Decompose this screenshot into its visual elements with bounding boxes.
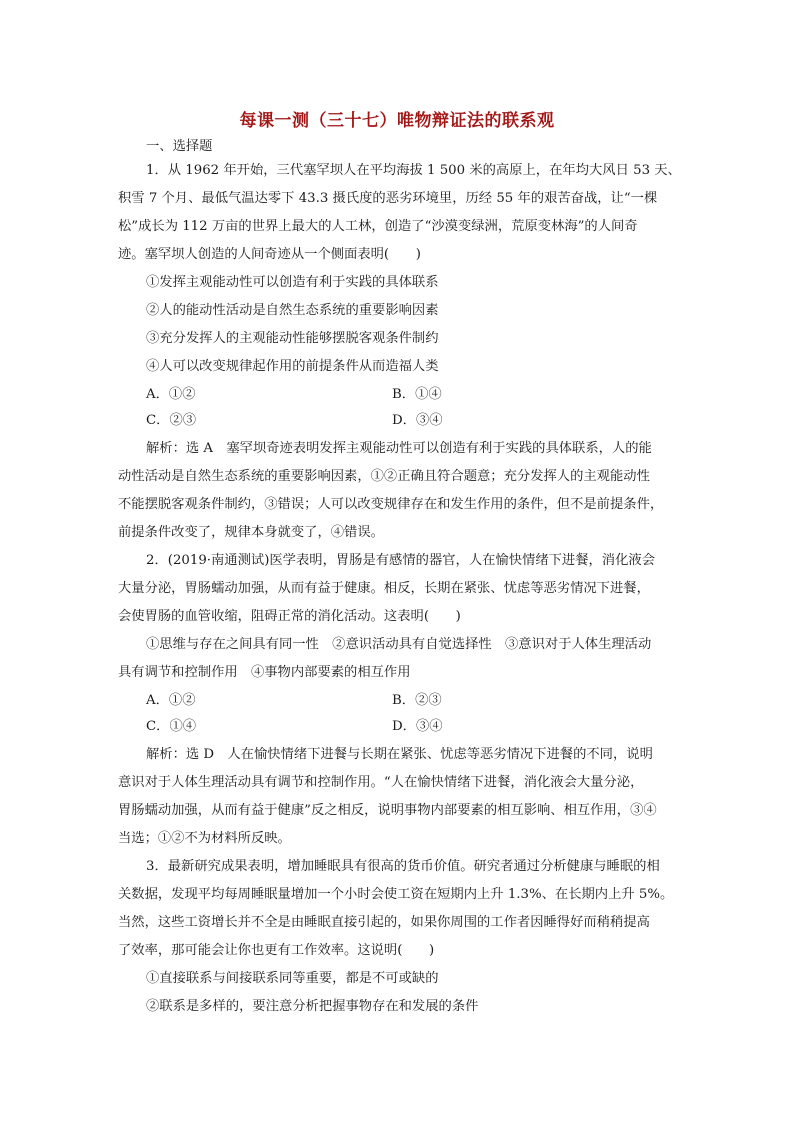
- q2-option-b: B．②③: [392, 693, 442, 708]
- q1-text-line: 1．从 1962 年开始，三代塞罕坝人在平均海拔 1 500 米的高原上，在年均大风日 53 天、: [146, 163, 681, 178]
- q1-text-line: 积雪 7 个月、最低气温达零下 43.3 摄氏度的恶劣环境里，历经 55 年的艰苦奋战，让“一棵: [118, 191, 658, 206]
- q1-analysis-line: 动性活动是自然生态系统的重要影响因素，①②正确且符合题意；充分发挥人的主观能动性: [118, 469, 650, 484]
- q1-analysis-line: 解析：选 A 塞罕坝奇迹表明发挥主观能动性可以创造有利于实践的具体联系，人的能: [146, 441, 652, 456]
- section-heading: 一、选择题: [146, 139, 213, 154]
- q2-analysis-line: 意识对于人体生理活动具有调节和控制作用。“人在愉快情绪下进餐，消化液会大量分泌，: [118, 775, 644, 790]
- q1-analysis-line: 前提条件改变了，规律本身就变了，④错误。: [118, 525, 384, 540]
- q2-statements-line: ①思维与存在之间具有同一性 ②意识活动具有自觉选择性 ③意识对于人体生理活动: [146, 637, 652, 652]
- q2-option-a: A．①②: [146, 693, 196, 708]
- q2-text-line: 2．(2019·南通测试)医学表明，胃肠是有感情的器官，人在愉快情绪下进餐，消化液会: [146, 553, 655, 568]
- q1-option-d: D．③④: [392, 413, 443, 428]
- q3-text-line: 当然，这些工资增长并不全是由睡眠直接引起的，如果你周围的工作者因睡得好而稍稍提高: [118, 915, 650, 930]
- q2-analysis-line: 胃肠蠕动加强，从而有益于健康”反之相反，说明事物内部要素的相互影响、相互作用，③④: [118, 803, 657, 818]
- q2-analysis-line: 解析：选 D 人在愉快情绪下进餐与长期在紧张、忧虑等恶劣情况下进餐的不同，说明: [146, 747, 653, 762]
- q1-option-b: B．①④: [392, 387, 442, 402]
- q1-analysis-line: 不能摆脱客观条件制约，③错误；人可以改变规律存在和发生作用的条件，但不是前提条件，: [118, 497, 664, 512]
- q3-text-line: 3．最新研究成果表明，增加睡眠具有很高的货币价值。研究者通过分析健康与睡眠的相: [146, 859, 660, 874]
- q1-statement: ①发挥主观能动性可以创造有利于实践的具体联系: [146, 275, 439, 290]
- q3-statement: ②联系是多样的，要注意分析把握事物存在和发展的条件: [146, 999, 479, 1014]
- q2-statements-line: 具有调节和控制作用 ④事物内部要素的相互作用: [118, 665, 411, 680]
- q2-option-d: D．③④: [392, 719, 443, 734]
- q2-text-line: 大量分泌，胃肠蠕动加强，从而有益于健康。相反，长期在紧张、忧虑等恶劣情况下进餐，: [118, 581, 650, 596]
- q1-statement: ④人可以改变规律起作用的前提条件从而造福人类: [146, 359, 439, 374]
- q1-text-line: 迹。塞罕坝人创造的人间奇迹从一个侧面表明( ): [118, 247, 421, 262]
- q2-option-c: C．①④: [146, 719, 197, 734]
- q3-text-line: 关数据，发现平均每周睡眠量增加一个小时会使工资在短期内上升 1.3%、在长期内上升 5%。: [118, 887, 674, 902]
- q1-option-c: C．②③: [146, 413, 197, 428]
- q1-statement: ③充分发挥人的主观能动性能够摆脱客观条件制约: [146, 331, 439, 346]
- q2-text-line: 会使胃肠的血管收缩，阻碍正常的消化活动。这表明( ): [118, 609, 461, 624]
- q1-option-a: A．①②: [146, 387, 196, 402]
- q2-analysis-line: 当选；①②不为材料所反映。: [118, 831, 291, 846]
- q3-statement: ①直接联系与间接联系同等重要，都是不可或缺的: [146, 971, 439, 986]
- q1-statement: ②人的能动性活动是自然生态系统的重要影响因素: [146, 303, 439, 318]
- q3-text-line: 了效率，那可能会让你也更有工作效率。这说明( ): [118, 943, 435, 958]
- page-title: 每课一测（三十七）唯物辩证法的联系观: [239, 111, 555, 131]
- q1-text-line: 松”成长为 112 万亩的世界上最大的人工林，创造了“沙漠变绿洲，荒原变林海”的人间奇: [118, 219, 638, 234]
